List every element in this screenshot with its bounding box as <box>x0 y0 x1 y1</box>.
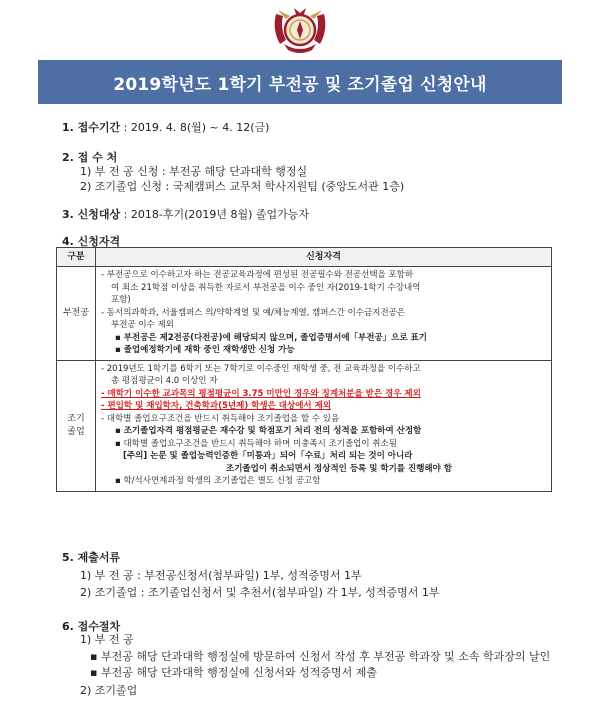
university-emblem-icon <box>270 4 330 56</box>
header-category: 구분 <box>57 248 96 267</box>
section-1-text: : 2019. 4. 8(월) ~ 4. 12(금) <box>120 121 270 134</box>
page-title: 2019학년도 1학기 부전공 및 조기졸업 신청안내 <box>113 74 487 95</box>
header-requirements: 신청자격 <box>96 248 552 267</box>
eligibility-table <box>56 247 552 492</box>
section-2-heading-text: 2. 접 수 처 <box>62 151 118 164</box>
early-caution: [주의] 논문 및 졸업능력인증한「미통과」되어「수료」처리 되는 것이 아니라 <box>123 451 413 461</box>
early-note: ▪ 학/석사연계과정 학생의 조기졸업은 별도 신청 공고함 <box>115 476 321 486</box>
early-line: - 2019년도 1학기를 6학기 또는 7학기로 이수중인 재학생 중, 전 교육과정을 이수하고 <box>101 363 421 374</box>
section-6-heading <box>62 620 120 634</box>
section-application-period <box>62 121 269 135</box>
section-6-sub-2: 2) 조기졸업 <box>80 684 138 697</box>
minor-note: ▪ 부전공은 제2전공(다전공)에 해당되지 않으며, 졸업증명서에「부전공」으로 표기 <box>115 332 427 343</box>
section-2-item-2: 2) 조기졸업 신청 : 국제캠퍼스 교무처 학사지원팀 (중앙도서관 1층) <box>80 180 405 193</box>
early-note: ▪ 조기졸업자격 평점평균은 재수강 및 학점포기 처리 전의 성적을 포함하여 산정함 <box>115 426 422 436</box>
minor-note: ▪ 졸업예정학기에 재학 중인 재학생만 신청 가능 <box>115 345 295 355</box>
section-6-bullet: ▪ 부전공 해당 단과대학 행정실에 신청서와 성적증명서 제출 <box>90 666 377 679</box>
section-5-heading <box>62 551 120 565</box>
category-early-label-1: 조기 <box>67 414 85 424</box>
section-3-text: : 2018-후기(2019년 8월) 졸업가능자 <box>120 208 310 221</box>
page-title-banner <box>38 60 562 104</box>
early-line-warning: - 매학기 이수한 교과목의 평점평균이 3.75 미만인 경우와 징계처분을 받은 경우 제외 <box>101 388 421 399</box>
minor-requirements <box>96 267 552 361</box>
table-header-row <box>57 248 552 267</box>
category-early-graduation <box>57 360 96 491</box>
section-6-bullet: ▪ 부전공 해당 단과대학 행정실에 방문하여 신청서 작성 후 부전공 학과장 및 소속 학과장의 날인 <box>90 650 551 663</box>
category-early-label-2: 졸업 <box>67 426 85 437</box>
early-line-warning: - 편입학 및 재입학자, 건축학과(5년제) 학생은 대상에서 제외 <box>101 401 332 411</box>
early-line: 총 평점평균이 4.0 이상인 자 <box>111 376 218 386</box>
early-line: - 대학별 졸업요구조건을 반드시 취득해야 조기졸업을 할 수 있음 <box>101 413 340 424</box>
table-row-early-graduation <box>57 360 552 491</box>
minor-line: - 동서의과학과, 서울캠퍼스 의/약학계열 및 예/체능계열, 캠퍼스간 이수금지전공은 <box>101 307 406 318</box>
section-eligibility-target <box>62 208 309 222</box>
minor-line: 여 최소 21학점 이상을 취득한 자로서 부전공을 이수 중인 자(2019-1학기 수강내역 <box>111 282 421 293</box>
section-3-heading: 3. 신청대상 <box>62 208 121 221</box>
section-2-heading <box>62 151 117 165</box>
section-6-sub-1: 1) 부 전 공 <box>80 633 134 646</box>
minor-line: 포함) <box>111 295 131 305</box>
section-6-heading-text: 6. 접수절차 <box>62 620 121 633</box>
early-graduation-requirements <box>96 360 552 491</box>
section-5-item-2: 2) 조기졸업 : 조기졸업신청서 및 추천서(첨부파일) 각 1부, 성적증명서 1부 <box>80 586 440 599</box>
section-2-item-1: 1) 부 전 공 신청 : 부전공 해당 단과대학 행정실 <box>80 165 308 178</box>
section-5-item-1: 1) 부 전 공 : 부전공신청서(첨부파일) 1부, 성적증명서 1부 <box>80 569 362 582</box>
section-1-heading: 1. 접수기간 <box>62 121 121 134</box>
table-row-minor <box>57 267 552 361</box>
early-caution: 조기졸업이 취소되면서 정상적인 등록 및 학기를 진행해야 함 <box>226 463 452 474</box>
minor-line: - 부전공으로 이수하고자 하는 전공교육과정에 편성된 전공필수와 전공선택을 포함하 <box>101 270 414 280</box>
minor-line: 부전공 이수 제외 <box>111 320 174 330</box>
category-minor: 부전공 <box>57 267 96 361</box>
early-note: ▪ 대학별 졸업요구조건을 반드시 취득해야 하며 미충족시 조기졸업이 취소됨 <box>115 438 397 449</box>
section-5-heading-text: 5. 제출서류 <box>62 551 121 564</box>
section-4-heading-text: 4. 신청자격 <box>62 235 121 248</box>
